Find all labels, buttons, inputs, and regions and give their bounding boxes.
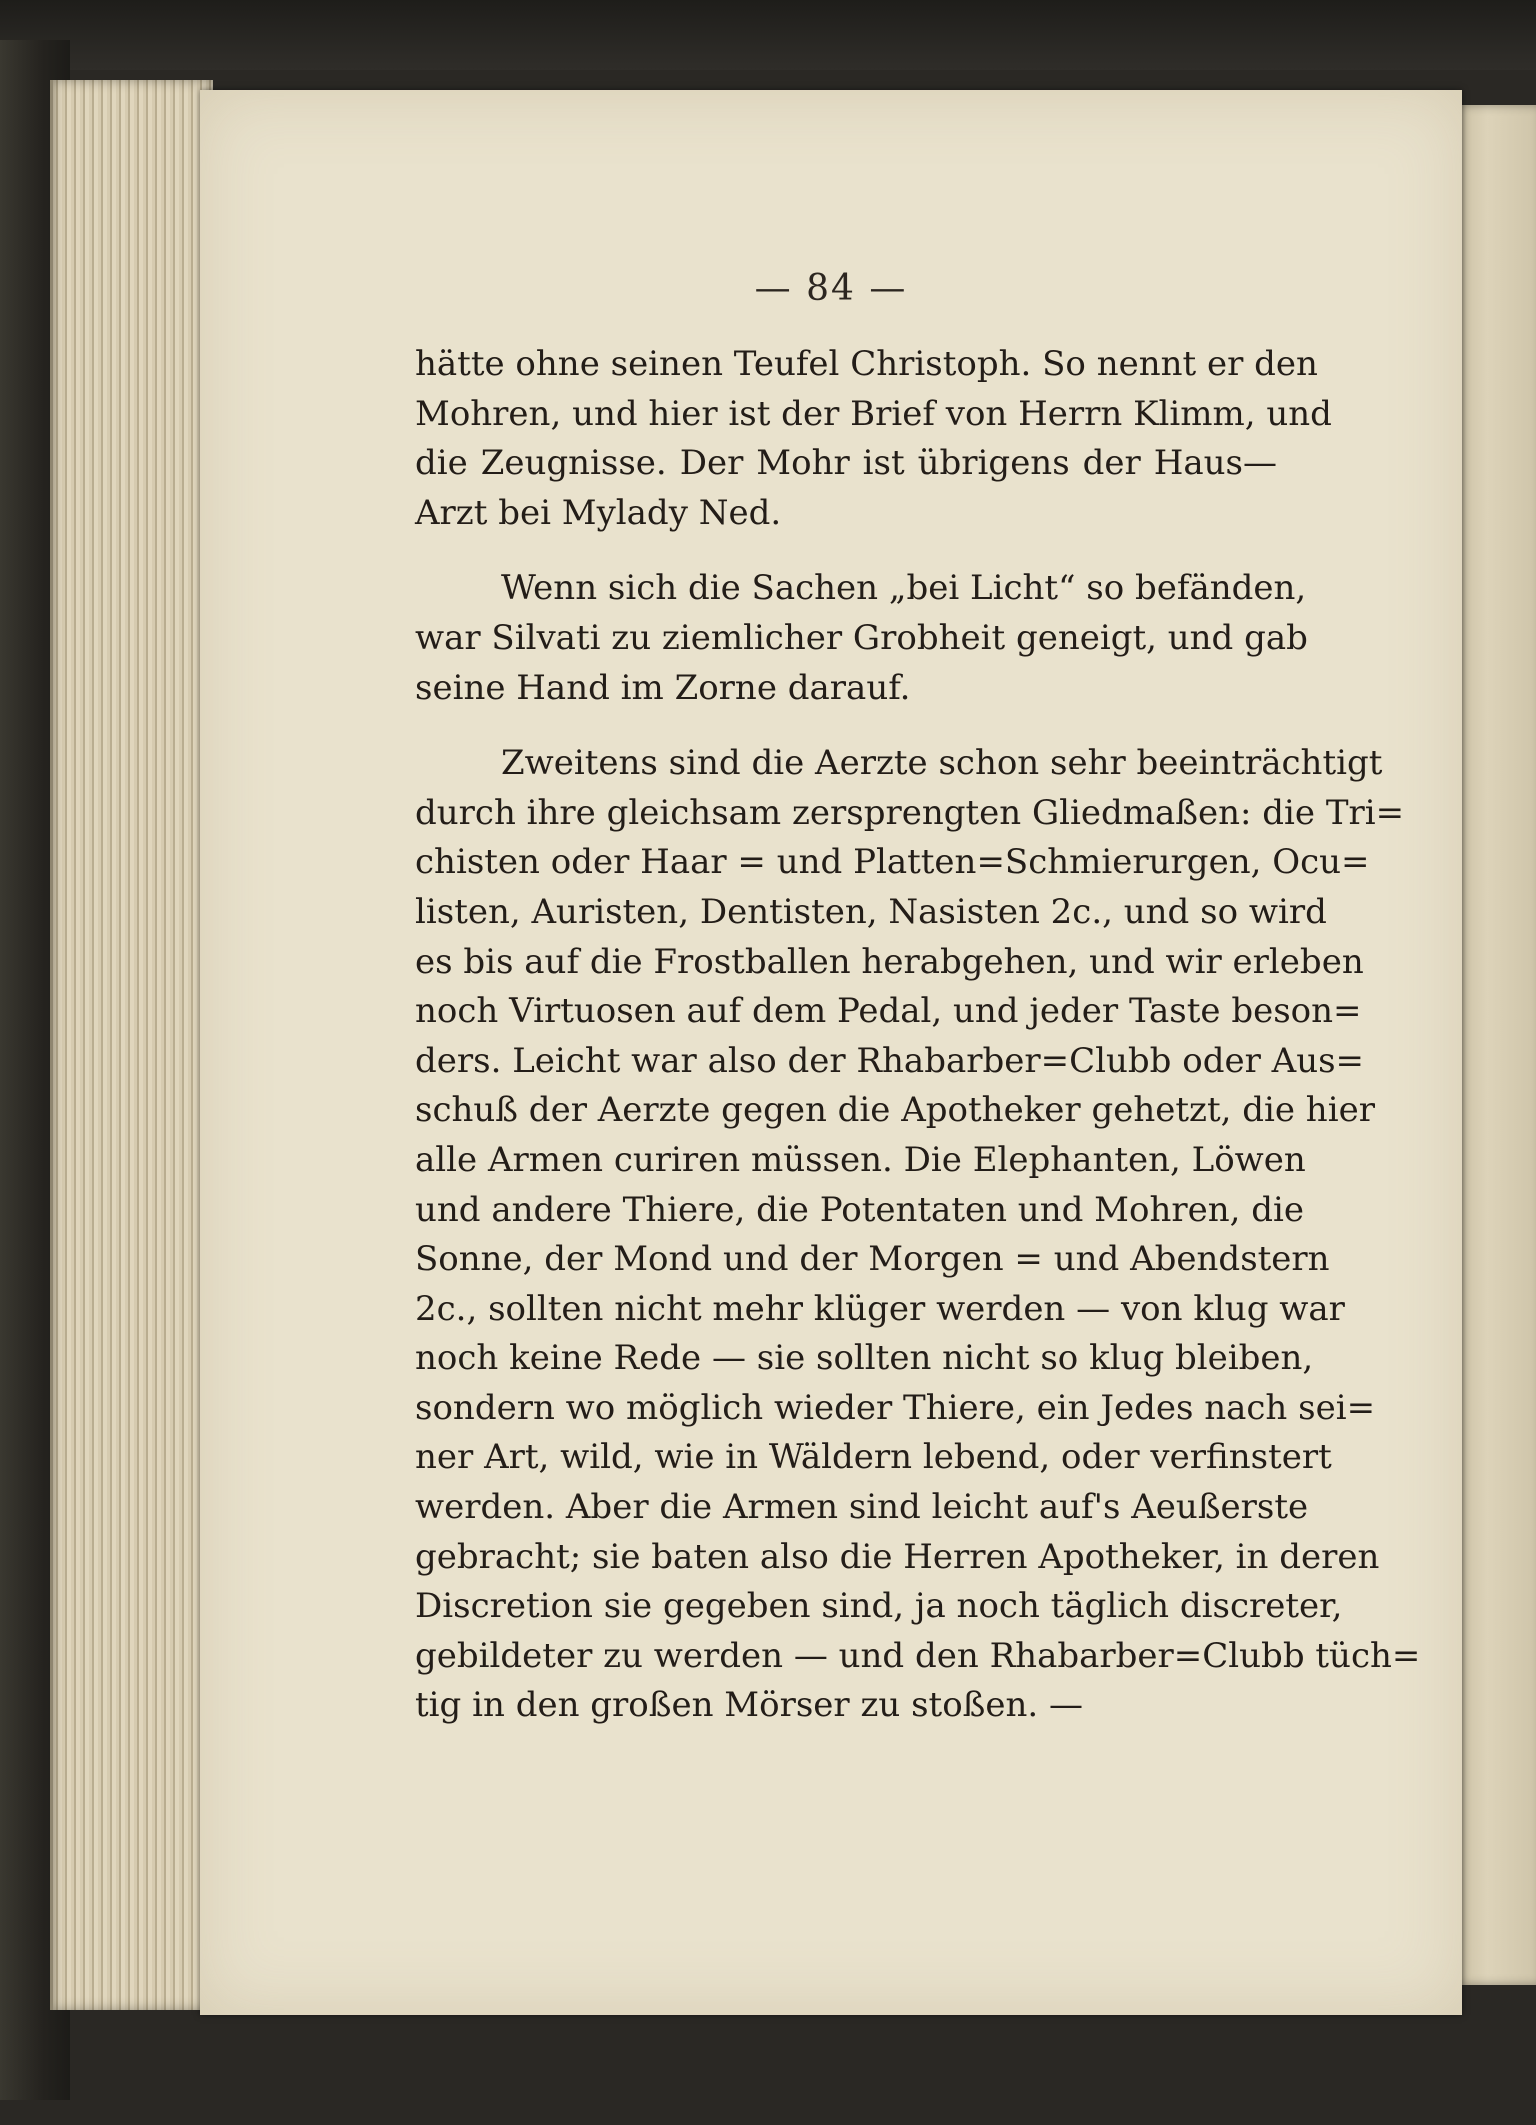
text-line: alle Armen curiren müssen. Die Elephanten, Löwen: [415, 1139, 1306, 1180]
text-line: werden. Aber die Armen sind leicht auf's Aeußerste: [415, 1487, 1309, 1528]
book-page: [200, 90, 1462, 2015]
text-line: noch keine Rede — sie sollten nicht so klug bleiben,: [415, 1338, 1314, 1379]
text-line: noch Virtuosen auf dem Pedal, und jeder Taste beson=: [415, 991, 1362, 1032]
text-line: tig in den großen Mörser zu stoßen. —: [415, 1685, 1084, 1726]
text-line: 2c., sollten nicht mehr klüger werden — von klug war: [415, 1288, 1345, 1329]
facing-page-edge: [1455, 105, 1536, 1985]
text-line: Discretion sie gegeben sind, ja noch täglich discreter,: [415, 1586, 1343, 1627]
text-line: Sonne, der Mond und der Morgen = und Abendstern: [415, 1239, 1330, 1280]
paragraph: [415, 564, 1308, 713]
text-line: hätte ohne seinen Teufel Christoph. So nennt er den: [415, 344, 1318, 384]
text-line: gebildeter zu werden — und den Rhabarber=Clubb tüch=: [415, 1635, 1421, 1676]
text-line: Zweitens sind die Aerzte schon sehr beeinträchtigt: [501, 743, 1383, 784]
paragraph: [415, 739, 1421, 1731]
text-line: durch ihre gleichsam zersprengten Gliedmaßen: die Tri=: [415, 792, 1405, 833]
text-line: Arzt bei Mylady Ned.: [415, 492, 782, 533]
text-line: war Silvati zu ziemlicher Grobheit geneigt, und gab: [415, 617, 1308, 658]
text-line: schuß der Aerzte gegen die Apotheker gehetzt, die hier: [415, 1090, 1375, 1131]
page-text: [415, 340, 1421, 1731]
text-line: chisten oder Haar = und Platten=Schmierurgen, Ocu=: [415, 842, 1370, 883]
text-line: gebracht; sie baten also die Herren Apotheker, in deren: [415, 1536, 1380, 1577]
text-line: Wenn sich die Sachen „bei Licht“ so befänden,: [501, 568, 1307, 609]
page-edges: [50, 80, 213, 2010]
text-line: listen, Auristen, Dentisten, Nasisten 2c., und so wird: [415, 891, 1327, 932]
text-line: sondern wo möglich wieder Thiere, ein Jedes nach sei=: [415, 1387, 1376, 1428]
text-line: ders. Leicht war also der Rhabarber=Clubb oder Aus=: [415, 1040, 1365, 1081]
text-line: die Zeugnisse. Der Mohr ist übrigens der Haus—: [415, 443, 1277, 484]
text-line: Mohren, und hier ist der Brief von Herrn Klimm, und: [415, 393, 1332, 434]
paragraph: [415, 340, 1332, 538]
page-number: — 84 —: [754, 268, 908, 309]
text-line: ner Art, wild, wie in Wäldern lebend, oder verfinstert: [415, 1437, 1332, 1478]
text-line: es bis auf die Frostballen herabgehen, und wir erleben: [415, 941, 1364, 982]
book-cover-top: [0, 0, 1536, 70]
text-line: seine Hand im Zorne darauf.: [415, 667, 911, 708]
text-line: und andere Thiere, die Potentaten und Mohren, die: [415, 1189, 1304, 1230]
